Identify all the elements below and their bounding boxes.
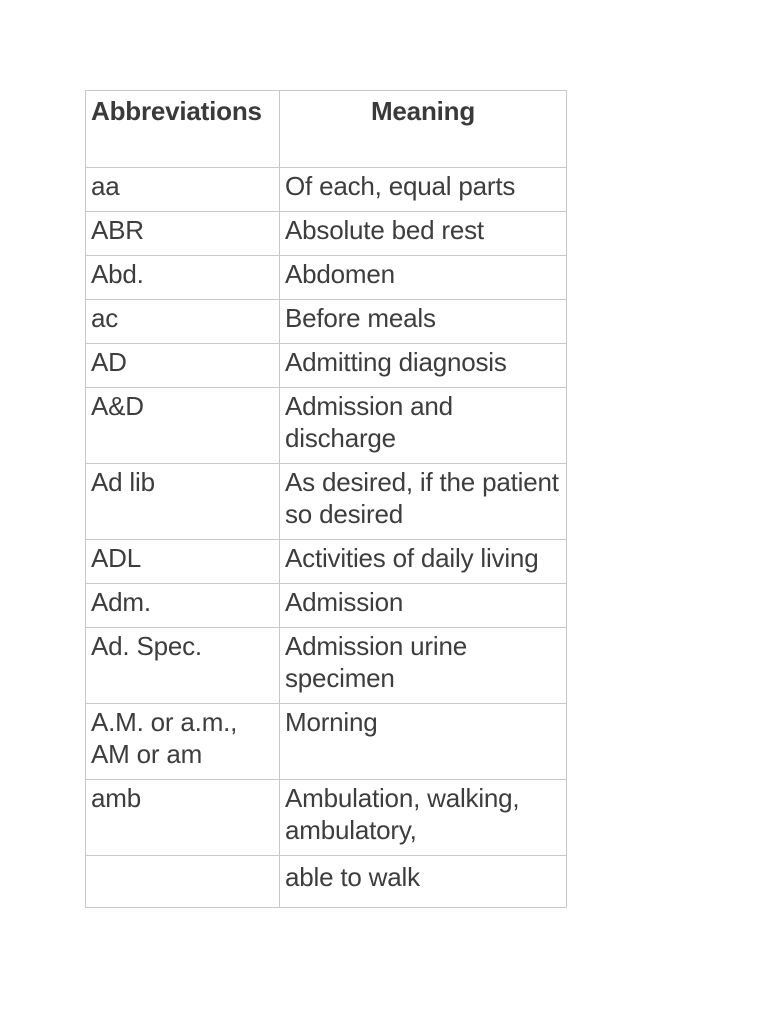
meaning-cell: Absolute bed rest [280, 212, 567, 256]
meaning-cell: Admission urine specimen [280, 628, 567, 704]
table-row [86, 168, 567, 212]
meaning-cell: Of each, equal parts [280, 168, 567, 212]
abbreviations-table [85, 90, 567, 908]
table-header-row [86, 91, 567, 168]
abbreviation-cell [86, 856, 280, 908]
header-abbreviations: Abbreviations [86, 91, 280, 168]
abbreviation-cell: AD [86, 344, 280, 388]
table-row [86, 856, 567, 908]
abbreviations-table-container [85, 90, 567, 908]
table-row [86, 464, 567, 540]
meaning-cell: Abdomen [280, 256, 567, 300]
table-row [86, 256, 567, 300]
table-row [86, 584, 567, 628]
meaning-cell: Admission [280, 584, 567, 628]
meaning-cell: able to walk [280, 856, 567, 908]
abbreviation-cell: ac [86, 300, 280, 344]
table-row [86, 780, 567, 856]
table-row [86, 540, 567, 584]
meaning-cell: Admitting diagnosis [280, 344, 567, 388]
abbreviation-cell: ADL [86, 540, 280, 584]
meaning-cell: Morning [280, 704, 567, 780]
meaning-cell: Admission and discharge [280, 388, 567, 464]
abbreviation-cell: A.M. or a.m., AM or am [86, 704, 280, 780]
meaning-cell: Ambulation, walking, ambulatory, [280, 780, 567, 856]
table-row [86, 704, 567, 780]
table-row [86, 212, 567, 256]
meaning-cell: As desired, if the patient so desired [280, 464, 567, 540]
abbreviation-cell: aa [86, 168, 280, 212]
meaning-cell: Before meals [280, 300, 567, 344]
meaning-cell: Activities of daily living [280, 540, 567, 584]
abbreviation-cell: Abd. [86, 256, 280, 300]
table-row [86, 300, 567, 344]
abbreviation-cell: Ad. Spec. [86, 628, 280, 704]
abbreviation-cell: Ad lib [86, 464, 280, 540]
table-row [86, 344, 567, 388]
abbreviation-cell: ABR [86, 212, 280, 256]
table-row [86, 628, 567, 704]
abbreviation-cell: Adm. [86, 584, 280, 628]
table-row [86, 388, 567, 464]
header-meaning: Meaning [280, 91, 567, 168]
abbreviation-cell: amb [86, 780, 280, 856]
abbreviation-cell: A&D [86, 388, 280, 464]
